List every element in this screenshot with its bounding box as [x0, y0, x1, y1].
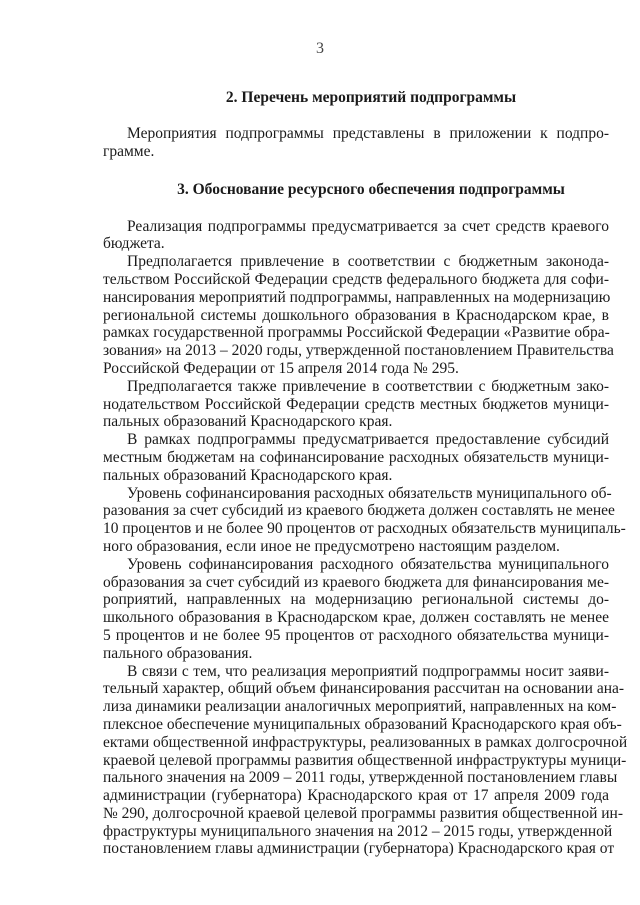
text-line: 5 процентов и не более 95 процентов от расходного обязательства муници-	[103, 626, 609, 644]
page-number: 3	[316, 40, 324, 57]
text-line: нансирования мероприятий подпрограммы, направленных на модернизацию	[103, 288, 611, 306]
text-line: ного образования, если иное не предусмотрено настоящим разделом.	[103, 537, 560, 555]
text-line: Уровень софинансирования расходного обязательства муниципального	[127, 555, 609, 573]
text-line: школьного образования в Краснодарском крае, должен составлять не менее	[103, 609, 609, 627]
text-line: тельством Российской Федерации средств федерального бюджета для софи-	[103, 270, 609, 288]
paragraph	[103, 125, 609, 161]
text-line: роприятий, направленных на модернизацию региональной системы до-	[103, 591, 609, 609]
paragraph	[103, 218, 609, 254]
text-line: Предполагается также привлечение в соответствии с бюджетным зако-	[127, 377, 609, 395]
text-line: В рамках подпрограммы предусматривается предоставление субсидий	[127, 431, 609, 449]
text-line: Российской Федерации от 15 апреля 2014 года № 295.	[103, 359, 459, 377]
paragraph	[103, 484, 626, 556]
text-line: Реализация подпрограммы предусматривается за счет средств краевого	[127, 217, 609, 235]
text-line: местным бюджетам на софинансирование расходных обязательств муници-	[103, 448, 609, 466]
text-line: разования за счет субсидий из краевого бюджета должен составлять не менее	[103, 502, 615, 520]
text-line: краевой целевой программы развития общественной инфраструктуры муници-	[103, 751, 627, 769]
text-line: администрации (губернатора) Краснодарского края от 17 апреля 2009 года	[103, 787, 609, 805]
section-heading: 3. Обоснование ресурсного обеспечения подпрограммы	[177, 180, 565, 198]
text-line: Уровень софинансирования расходных обязательств муниципального об-	[127, 484, 612, 502]
section-heading: 2. Перечень мероприятий подпрограммы	[225, 89, 517, 106]
paragraph	[103, 253, 614, 378]
text-line: лиза динамики реализации аналогичных мероприятий, направленных на ком-	[103, 698, 617, 716]
text-line: тельный характер, общий объем финансирования рассчитан на основании ана-	[103, 680, 625, 698]
text-line: образования за счет субсидий из краевого бюджета для финансирования ме-	[103, 573, 609, 591]
text-line: региональной системы дошкольного образования в Краснодарском крае, в	[103, 306, 609, 324]
text-line: фраструктуры муниципального значения на 2012 – 2015 годы, утвержденной	[103, 822, 613, 840]
text-line: грамме.	[103, 142, 155, 160]
text-line: пального значения на 2009 – 2011 годы, утвержденной постановлением главы	[103, 769, 618, 787]
text-line: В связи с тем, что реализация мероприятий подпрограммы носит заяви-	[127, 662, 609, 680]
text-line: № 290, долгосрочной краевой целевой программы развития общественной ин-	[103, 804, 624, 822]
text-line: 10 процентов и не более 90 процентов от расходных обязательств муниципаль-	[103, 520, 626, 538]
text-line: бюджета.	[103, 235, 165, 253]
text-line: Мероприятия подпрограммы представлены в приложении к подпро-	[127, 125, 609, 142]
text-line: нодательством Российской Федерации средств местных бюджетов муници-	[103, 395, 609, 413]
text-line: пального образования.	[103, 644, 253, 662]
paragraph	[103, 378, 609, 431]
paragraph	[103, 662, 628, 859]
text-line: пальных образований Краснодарского края.	[103, 413, 393, 431]
text-line: постановлением главы администрации (губернатора) Краснодарского края от	[103, 840, 615, 858]
text-line: зования» на 2013 – 2020 годы, утвержденной постановлением Правительства	[103, 342, 614, 360]
text-line: пальных образований Краснодарского края.	[103, 466, 393, 484]
text-line: Предполагается привлечение в соответствии с бюджетным законода-	[127, 253, 609, 271]
text-line: ектами общественной инфраструктуры, реализованных в рамках долгосрочной	[103, 733, 628, 751]
paragraph	[103, 431, 609, 484]
text-line: рамках государственной программы Российской Федерации «Развитие обра-	[103, 324, 610, 342]
text-line: плексное обеспечение муниципальных образований Краснодарского края объ-	[103, 715, 622, 733]
paragraph	[103, 556, 609, 663]
document-body	[103, 88, 628, 858]
